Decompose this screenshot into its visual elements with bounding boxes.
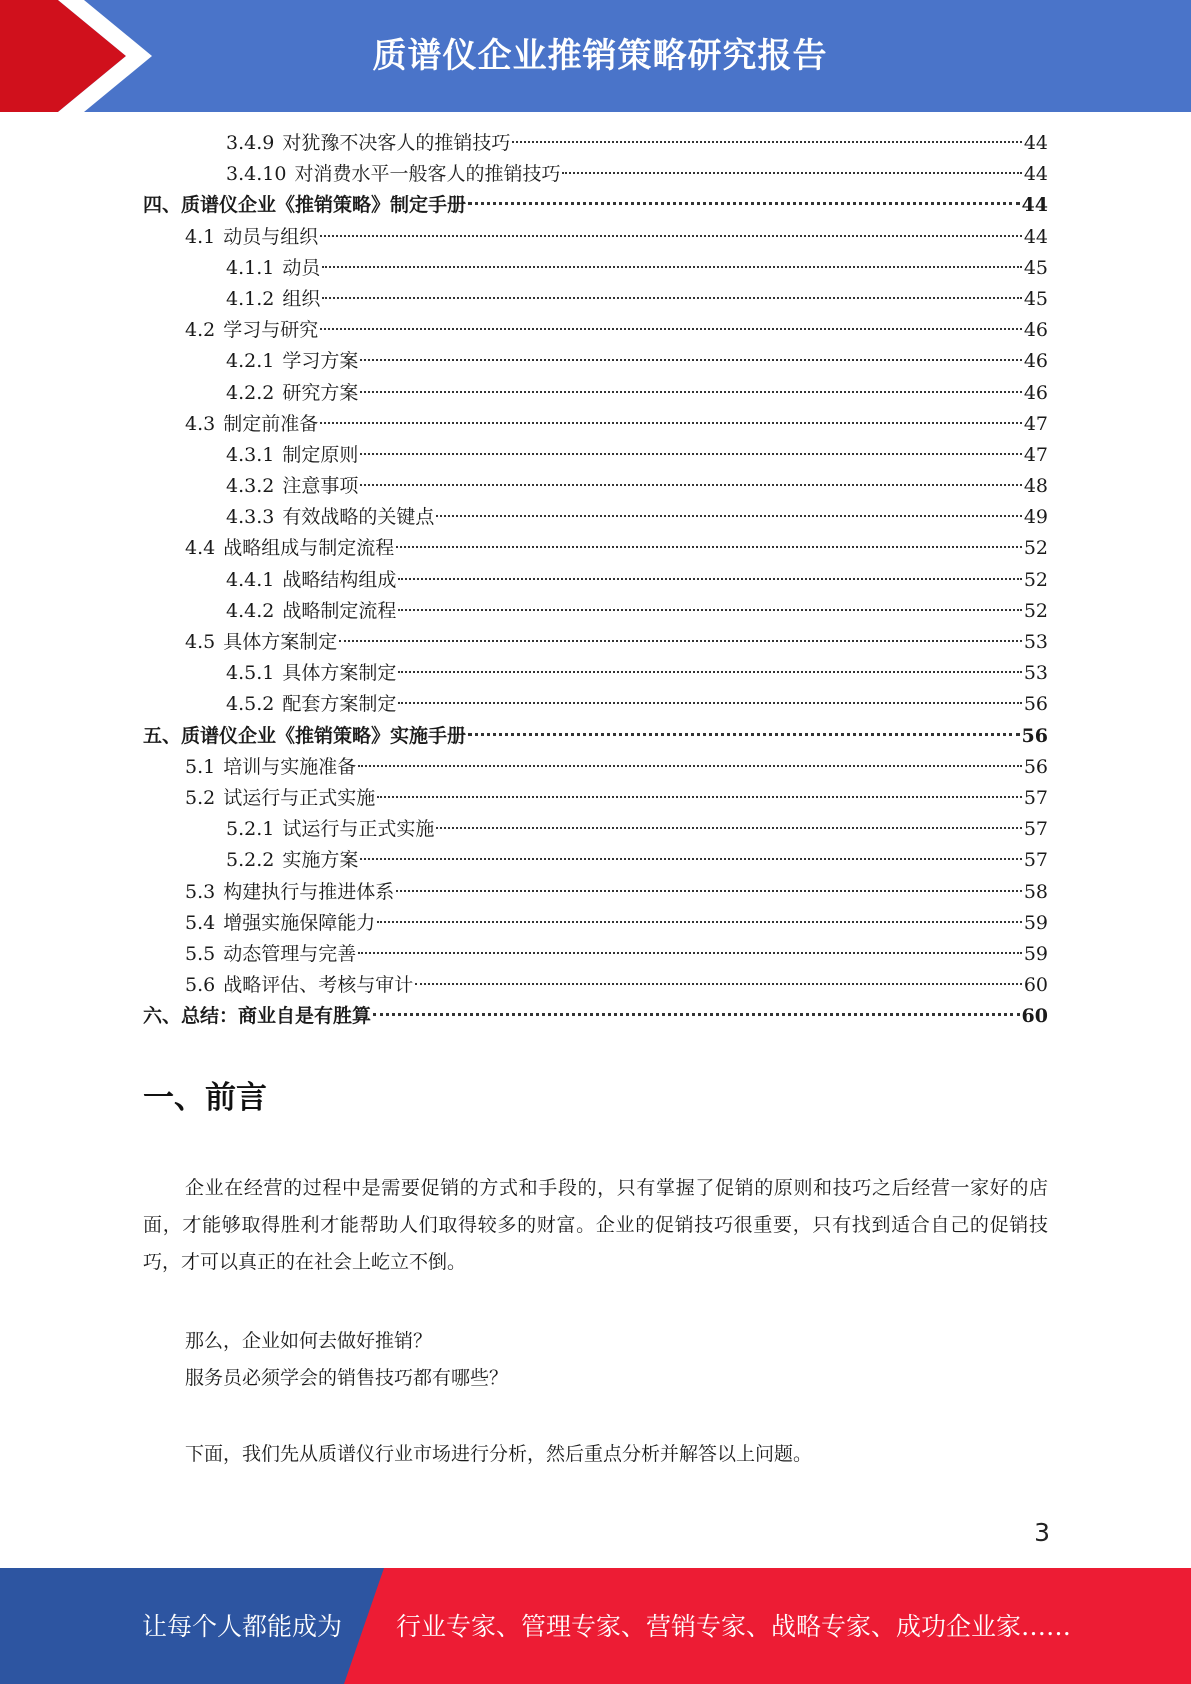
- toc-entry-number: 4.3.2: [226, 475, 275, 498]
- toc-dot-leader: [415, 983, 1022, 985]
- toc-entry[interactable]: [143, 346, 1048, 377]
- toc-entry-page: 57: [1023, 818, 1048, 841]
- toc-entry-number: 4.3: [185, 412, 216, 435]
- toc-entry-title: 总结：商业自是有胜算: [181, 1005, 372, 1028]
- toc-entry-number: 5.1: [185, 755, 216, 778]
- toc-entry-number: 4.2.1: [226, 350, 275, 373]
- toc-entry-number: 4.4.1: [226, 568, 275, 591]
- toc-entry-page: 45: [1023, 256, 1048, 279]
- toc-entry-page: 57: [1023, 786, 1048, 809]
- toc-dot-leader: [320, 235, 1022, 237]
- toc-dot-leader: [468, 202, 1020, 205]
- toc-entry-number: 4.5: [185, 631, 216, 653]
- toc-entry-number: 4.3.1: [226, 443, 275, 466]
- toc-entry[interactable]: [143, 845, 1048, 876]
- toc-entry-page: 45: [1023, 287, 1048, 310]
- toc-entry-page: 47: [1023, 412, 1048, 435]
- toc-entry-title: 研究方案: [282, 381, 359, 404]
- toc-entry-title: 注意事项: [282, 475, 359, 498]
- toc-entry-title: 构建执行与推进体系: [223, 880, 395, 903]
- footer-slogan-right: 行业专家、管理专家、营销专家、战略专家、成功企业家……: [396, 1612, 1072, 1641]
- toc-entry[interactable]: [143, 159, 1048, 190]
- toc-entry-page: 49: [1023, 506, 1048, 529]
- transition-paragraph: 下面，我们先从质谱仪行业市场进行分析，然后重点分析并解答以上问题。: [185, 1443, 813, 1465]
- toc-entry-page: 56: [1023, 755, 1048, 778]
- toc-entry[interactable]: [143, 253, 1048, 284]
- toc-entry-title: 动员与组织: [223, 225, 319, 248]
- toc-entry-title: 质谱仪企业《推销策略》制定手册: [181, 194, 467, 217]
- toc-entry-title: 战略组成与制定流程: [223, 537, 395, 560]
- report-title: 质谱仪企业推销策略研究报告: [372, 36, 828, 76]
- toc-entry-number: 5.6: [185, 974, 216, 997]
- toc-entry[interactable]: [143, 939, 1048, 970]
- toc-entry[interactable]: [143, 814, 1048, 845]
- toc-entry[interactable]: [143, 1001, 1048, 1032]
- toc-entry-page: 52: [1023, 537, 1048, 560]
- toc-entry-page: 48: [1023, 475, 1048, 498]
- toc-entry[interactable]: [143, 471, 1048, 502]
- toc-dot-leader: [320, 422, 1022, 424]
- toc-dot-leader: [373, 1013, 1020, 1016]
- toc-entry[interactable]: [143, 128, 1048, 159]
- toc-dot-leader: [358, 765, 1022, 767]
- toc-entry-title: 动员: [282, 256, 321, 279]
- toc-entry-number: 4.1: [185, 225, 216, 248]
- toc-entry-page: 46: [1023, 319, 1048, 342]
- toc-entry-page: 44: [1023, 163, 1048, 186]
- toc-entry-number: 5.3: [185, 880, 216, 903]
- toc-dot-leader: [398, 609, 1021, 611]
- toc-entry-page: 59: [1023, 942, 1048, 965]
- toc-dot-leader: [358, 952, 1022, 954]
- toc-entry-page: 46: [1023, 381, 1048, 404]
- toc-entry-number: 4.3.3: [226, 506, 275, 529]
- toc-entry-page: 52: [1023, 568, 1048, 591]
- toc-entry-number: 4.1.1: [226, 256, 275, 279]
- toc-entry-page: 53: [1023, 662, 1048, 685]
- toc-dot-leader: [396, 890, 1022, 892]
- toc-entry[interactable]: [143, 315, 1048, 346]
- toc-entry[interactable]: [143, 721, 1048, 752]
- toc-entry-number: 5.5: [185, 942, 216, 965]
- toc-entry-title: 动态管理与完善: [223, 942, 357, 965]
- question-line: 服务员必须学会的销售技巧都有哪些？: [185, 1367, 509, 1389]
- toc-entry-number: 5.4: [185, 911, 216, 934]
- toc-dot-leader: [360, 858, 1021, 860]
- toc-entry-title: 组织: [282, 287, 321, 310]
- header-chevron-shape: [0, 0, 160, 112]
- toc-entry-number: 六、: [143, 1005, 182, 1028]
- toc-entry-title: 战略制定流程: [282, 599, 397, 622]
- toc-entry-page: 57: [1023, 849, 1048, 872]
- section-title: 一、前言: [143, 1080, 267, 1116]
- toc-entry-title: 战略评估、考核与审计: [223, 974, 414, 997]
- toc-entry[interactable]: [143, 284, 1048, 315]
- toc-dot-leader: [562, 172, 1021, 174]
- toc-entry[interactable]: [143, 627, 1048, 658]
- toc-entry-page: 44: [1023, 132, 1048, 154]
- toc-entry[interactable]: [143, 658, 1048, 689]
- toc-dot-leader: [322, 297, 1021, 299]
- toc-entry[interactable]: [143, 190, 1048, 221]
- toc-entry-page: 60: [1021, 1005, 1048, 1028]
- toc-entry-title: 配套方案制定: [282, 693, 397, 716]
- toc-dot-leader: [360, 453, 1021, 455]
- toc-entry[interactable]: [143, 409, 1048, 440]
- question-block: [185, 1323, 508, 1397]
- toc-entry-title: 制定前准备: [223, 412, 319, 435]
- toc-entry-title: 有效战略的关键点: [282, 506, 435, 529]
- toc-entry-number: 5.2.1: [226, 818, 275, 841]
- toc-entry[interactable]: [143, 565, 1048, 596]
- toc-entry[interactable]: [143, 908, 1048, 939]
- toc-entry[interactable]: [143, 502, 1048, 533]
- page-number: 3: [1034, 1518, 1050, 1547]
- toc-entry-number: 4.5.2: [226, 693, 275, 716]
- toc-entry-page: 44: [1023, 225, 1048, 248]
- toc-dot-leader: [398, 578, 1021, 580]
- toc-entry-number: 5.2.2: [226, 849, 275, 872]
- toc-dot-leader: [398, 671, 1021, 673]
- toc-entry[interactable]: [143, 596, 1048, 627]
- toc-dot-leader: [468, 733, 1020, 736]
- toc-dot-leader: [398, 702, 1021, 704]
- toc-entry-title: 试运行与正式实施: [223, 786, 376, 809]
- toc-dot-leader: [360, 391, 1021, 393]
- toc-entry-page: 60: [1023, 974, 1048, 997]
- page-footer: [0, 1568, 1191, 1684]
- toc-entry-title: 试运行与正式实施: [282, 818, 435, 841]
- toc-entry-title: 战略结构组成: [282, 568, 397, 591]
- toc-entry-number: 5.2: [185, 786, 216, 809]
- toc-entry-page: 59: [1023, 911, 1048, 934]
- toc-entry-title: 制定原则: [282, 443, 359, 466]
- toc-entry-title: 质谱仪企业《推销策略》实施手册: [181, 724, 467, 747]
- toc-dot-leader: [320, 328, 1022, 330]
- toc-entry-title: 学习与研究: [223, 319, 319, 342]
- toc-dot-leader: [322, 266, 1021, 268]
- toc-entry-number: 4.4.2: [226, 599, 275, 622]
- toc-entry-title: 对消费水平一般客人的推销技巧: [294, 163, 561, 186]
- toc-entry-page: 56: [1023, 693, 1048, 716]
- toc-entry-number: 3.4.9: [226, 132, 275, 154]
- toc-entry-title: 增强实施保障能力: [223, 911, 376, 934]
- footer-slogan-left: 让每个人都能成为: [142, 1612, 343, 1641]
- toc-entry-title: 实施方案: [282, 849, 359, 872]
- toc-dot-leader: [360, 484, 1021, 486]
- toc-entry-number: 4.2.2: [226, 381, 275, 404]
- toc-entry-number: 4.2: [185, 319, 216, 342]
- toc-entry-page: 58: [1023, 880, 1048, 903]
- toc-dot-leader: [512, 141, 1021, 143]
- toc-entry-page: 53: [1023, 631, 1048, 653]
- toc-entry-page: 47: [1023, 443, 1048, 466]
- toc-dot-leader: [377, 796, 1022, 798]
- toc-entry-number: 4.4: [185, 537, 216, 560]
- toc-entry-number: 3.4.10: [226, 163, 287, 186]
- toc-entry-title: 具体方案制定: [223, 631, 338, 653]
- toc-dot-leader: [360, 359, 1021, 361]
- toc-entry-title: 对犹豫不决客人的推销技巧: [282, 132, 511, 154]
- toc-entry-page: 52: [1023, 599, 1048, 622]
- toc-entry[interactable]: [143, 222, 1048, 253]
- toc-entry-title: 具体方案制定: [282, 662, 397, 685]
- toc-dot-leader: [339, 640, 1022, 642]
- toc-entry-number: 4.1.2: [226, 287, 275, 310]
- toc-entry-number: 4.5.1: [226, 662, 275, 685]
- toc-entry[interactable]: [143, 783, 1048, 814]
- toc-dot-leader: [396, 546, 1022, 548]
- toc-entry[interactable]: [143, 378, 1048, 409]
- page-header: [0, 0, 1191, 112]
- toc-entry-title: 培训与实施准备: [223, 755, 357, 778]
- toc-entry-page: 46: [1023, 350, 1048, 373]
- toc-entry[interactable]: [143, 877, 1048, 908]
- toc-entry-number: 五、: [143, 724, 182, 747]
- toc-entry-page: 56: [1021, 724, 1048, 747]
- toc-entry[interactable]: [143, 533, 1048, 564]
- toc-entry[interactable]: [143, 752, 1048, 783]
- toc-entry[interactable]: [143, 689, 1048, 720]
- toc-dot-leader: [436, 827, 1021, 829]
- table-of-contents: [143, 128, 1048, 1032]
- toc-dot-leader: [377, 921, 1022, 923]
- toc-entry[interactable]: [143, 970, 1048, 1001]
- toc-entry-number: 四、: [143, 194, 182, 217]
- toc-entry-page: 44: [1021, 194, 1048, 217]
- question-line: 那么，企业如何去做好推销？: [185, 1330, 433, 1352]
- intro-paragraph: 企业在经营的过程中是需要促销的方式和手段的，只有掌握了促销的原则和技巧之后经营一家好的店面，才能够取得胜利才能帮助人们取得较多的财富。企业的促销技巧很重要，只有找到适合自己的促销技巧，才可以真正的在社会上屹立不倒。: [143, 1177, 1048, 1273]
- toc-entry-title: 学习方案: [282, 350, 359, 373]
- toc-dot-leader: [436, 515, 1021, 517]
- toc-entry[interactable]: [143, 440, 1048, 471]
